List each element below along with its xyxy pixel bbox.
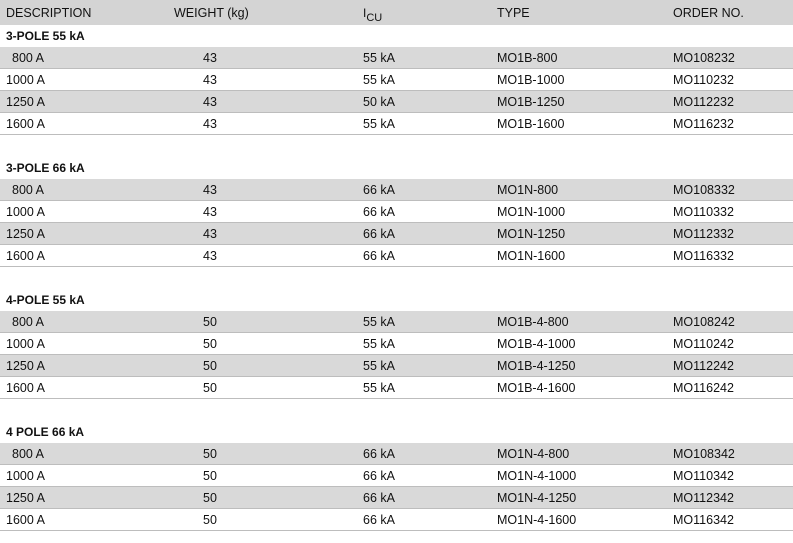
cell-order-no: MO110342 [673, 469, 734, 483]
cell-order-no: MO112242 [673, 359, 734, 373]
group-title: 3-POLE 55 kA [6, 29, 85, 43]
cell-description: 1600 A [6, 513, 45, 527]
cell-description: 1250 A [6, 359, 45, 373]
group-title-row [0, 289, 793, 311]
cell-order-no: MO110332 [673, 205, 734, 219]
cell-type: MO1N-4-1600 [497, 513, 577, 527]
table-row [0, 201, 793, 223]
cell-description: 1250 A [6, 227, 45, 241]
cell-weight: 43 [203, 205, 217, 219]
table-row [0, 47, 793, 69]
cell-order-no: MO116332 [673, 249, 734, 263]
cell-description: 800 A [12, 315, 44, 329]
cell-description: 800 A [12, 183, 44, 197]
group-spacer [0, 399, 793, 421]
cell-weight: 43 [203, 227, 217, 241]
cell-weight: 43 [203, 117, 217, 131]
cell-type: MO1B-800 [497, 51, 558, 65]
cell-weight: 50 [203, 513, 217, 527]
group-title-row [0, 157, 793, 179]
cell-order-no: MO108232 [673, 51, 735, 65]
header-type: TYPE [497, 6, 530, 20]
cell-icu: 55 kA [363, 315, 395, 329]
cell-description: 800 A [12, 447, 44, 461]
cell-type: MO1N-1600 [497, 249, 566, 263]
cell-icu: 66 kA [363, 447, 395, 461]
header-icu-main: I [363, 6, 367, 20]
table-row [0, 487, 793, 509]
cell-order-no: MO112232 [673, 95, 734, 109]
header-icu [363, 0, 382, 28]
cell-type: MO1N-4-800 [497, 447, 570, 461]
cell-type: MO1N-4-1000 [497, 469, 577, 483]
table-row [0, 245, 793, 267]
cell-description: 1600 A [6, 381, 45, 395]
cell-icu: 66 kA [363, 205, 395, 219]
cell-type: MO1B-1600 [497, 117, 565, 131]
cell-weight: 50 [203, 337, 217, 351]
cell-description: 1000 A [6, 205, 45, 219]
cell-order-no: MO110242 [673, 337, 734, 351]
cell-description: 1000 A [6, 337, 45, 351]
table-row [0, 443, 793, 465]
cell-type: MO1B-4-1600 [497, 381, 576, 395]
cell-weight: 43 [203, 183, 217, 197]
cell-order-no: MO108332 [673, 183, 735, 197]
cell-description: 1250 A [6, 95, 45, 109]
cell-weight: 50 [203, 447, 217, 461]
cell-type: MO1B-4-1000 [497, 337, 576, 351]
group-title: 4 POLE 66 kA [6, 425, 85, 439]
cell-order-no: MO116242 [673, 381, 734, 395]
cell-weight: 50 [203, 315, 217, 329]
cell-type: MO1B-1000 [497, 73, 565, 87]
cell-weight: 50 [203, 381, 217, 395]
cell-icu: 66 kA [363, 491, 395, 505]
cell-icu: 66 kA [363, 469, 395, 483]
cell-icu: 55 kA [363, 381, 395, 395]
cell-type: MO1N-1000 [497, 205, 566, 219]
cell-weight: 43 [203, 249, 217, 263]
cell-description: 1600 A [6, 117, 45, 131]
cell-description: 1250 A [6, 491, 45, 505]
cell-weight: 50 [203, 359, 217, 373]
cell-order-no: MO108242 [673, 315, 735, 329]
group-title-row [0, 421, 793, 443]
cell-icu: 66 kA [363, 249, 395, 263]
cell-icu: 55 kA [363, 73, 395, 87]
table-row [0, 465, 793, 487]
table-row [0, 179, 793, 201]
cell-type: MO1N-4-1250 [497, 491, 577, 505]
cell-icu: 55 kA [363, 337, 395, 351]
table-row [0, 91, 793, 113]
cell-order-no: MO110232 [673, 73, 734, 87]
cell-icu: 66 kA [363, 227, 395, 241]
cell-order-no: MO112332 [673, 227, 734, 241]
cell-order-no: MO116342 [673, 513, 734, 527]
table-row [0, 311, 793, 333]
cell-weight: 43 [203, 73, 217, 87]
cell-weight: 50 [203, 469, 217, 483]
table-body [0, 25, 793, 531]
cell-weight: 43 [203, 95, 217, 109]
table-row [0, 113, 793, 135]
group-title: 3-POLE 66 kA [6, 161, 85, 175]
table-row [0, 333, 793, 355]
table-row [0, 377, 793, 399]
cell-icu: 66 kA [363, 183, 395, 197]
cell-icu: 66 kA [363, 513, 395, 527]
group-spacer [0, 267, 793, 289]
cell-icu: 55 kA [363, 51, 395, 65]
table-row [0, 69, 793, 91]
cell-type: MO1B-4-800 [497, 315, 569, 329]
table-row [0, 509, 793, 531]
group-title: 4-POLE 55 kA [6, 293, 85, 307]
cell-icu: 55 kA [363, 359, 395, 373]
cell-type: MO1B-4-1250 [497, 359, 576, 373]
cell-description: 800 A [12, 51, 44, 65]
cell-weight: 43 [203, 51, 217, 65]
header-order-no: ORDER NO. [673, 6, 744, 20]
cell-description: 1000 A [6, 469, 45, 483]
cell-type: MO1N-800 [497, 183, 559, 197]
cell-order-no: MO108342 [673, 447, 735, 461]
header-weight: WEIGHT (kg) [174, 6, 249, 20]
cell-description: 1000 A [6, 73, 45, 87]
cell-type: MO1B-1250 [497, 95, 565, 109]
cell-order-no: MO116232 [673, 117, 734, 131]
cell-order-no: MO112342 [673, 491, 734, 505]
header-icu-sub: CU [366, 12, 383, 24]
cell-description: 1600 A [6, 249, 45, 263]
cell-weight: 50 [203, 491, 217, 505]
group-spacer [0, 135, 793, 157]
table-row [0, 223, 793, 245]
cell-icu: 55 kA [363, 117, 395, 131]
header-description: DESCRIPTION [6, 6, 92, 20]
cell-type: MO1N-1250 [497, 227, 566, 241]
table-row [0, 355, 793, 377]
group-title-row [0, 25, 793, 47]
table-header [0, 0, 793, 25]
cell-icu: 50 kA [363, 95, 395, 109]
